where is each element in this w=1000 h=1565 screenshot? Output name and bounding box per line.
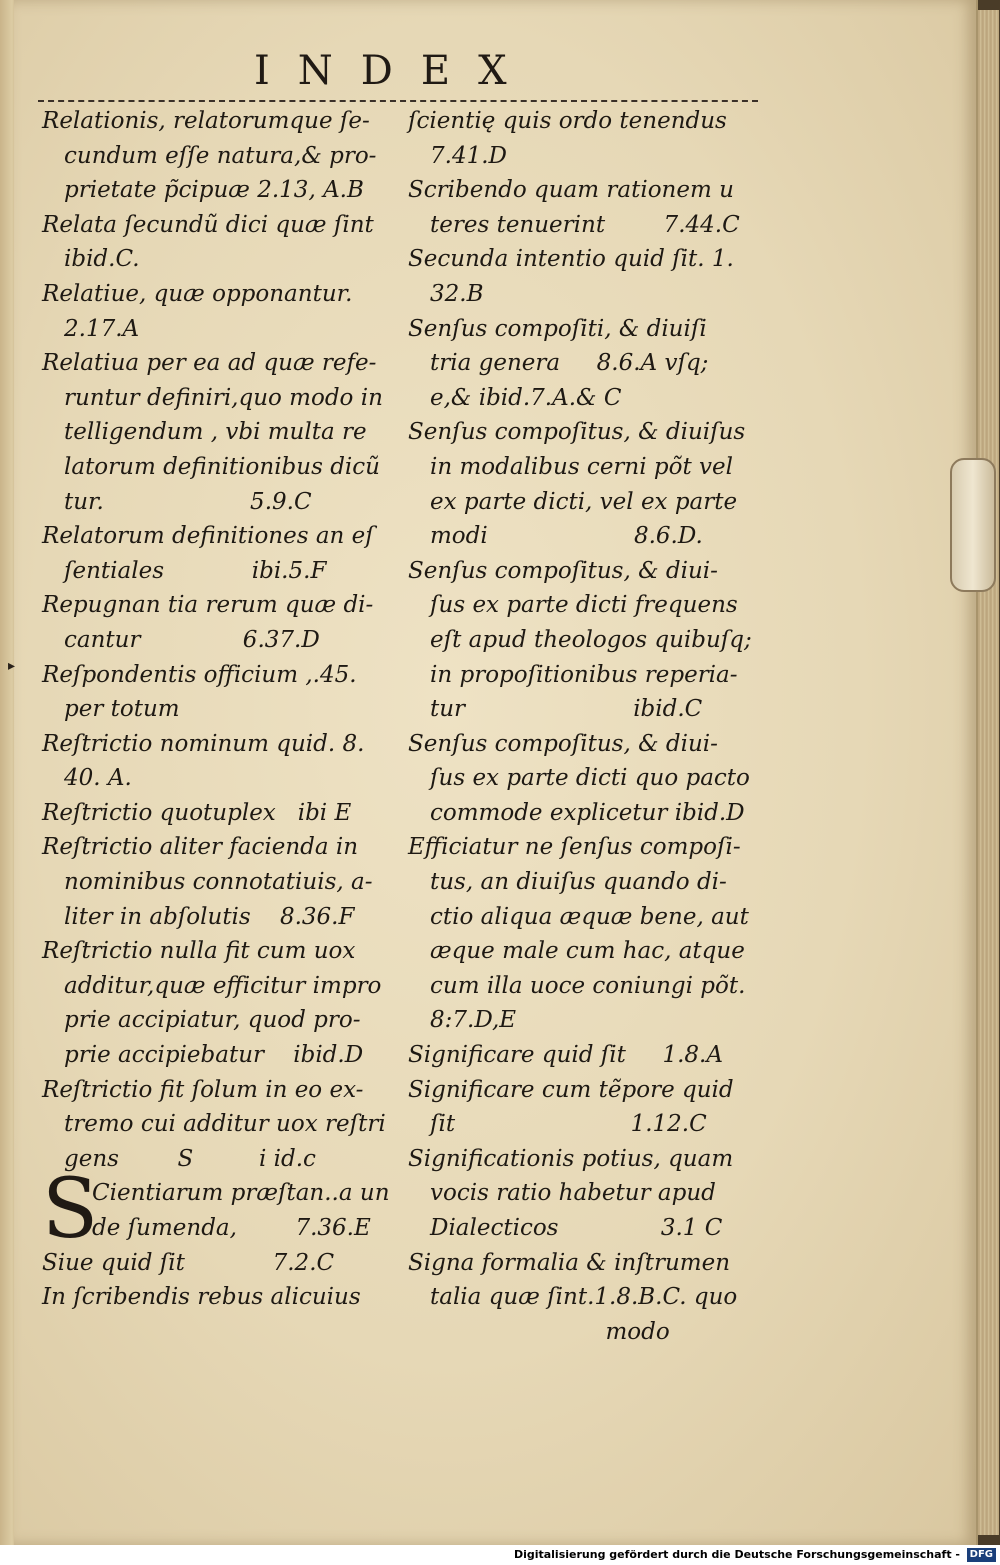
index-entry-line: 32.B <box>430 280 484 307</box>
index-entry-line: liter in abſolutis 8.36.F <box>64 903 355 930</box>
index-entry-line: Secunda intentio quid ſit. 1. <box>408 246 734 273</box>
index-entry-line: modo <box>430 1318 670 1345</box>
index-entry-line: Significationis potius, quam <box>408 1145 734 1172</box>
drop-cap-letter: S <box>42 1162 99 1258</box>
header-rule <box>38 100 758 102</box>
index-entry-line: ex parte dicti, vel ex parte <box>430 488 738 515</box>
index-entry-line: teres tenuerint 7.44.C <box>430 211 740 238</box>
index-entry-line: tur. 5.9.C <box>64 488 312 515</box>
index-entry-line: Senſus compoſitus, & diuiſus <box>408 419 746 446</box>
index-entry-line: Senſus compoſitus, & diui- <box>408 730 718 757</box>
index-entry-line: e,& ibid.7.A.& C <box>430 384 622 411</box>
index-entry-line: Significare quid ſit 1.8.A <box>408 1042 723 1069</box>
index-entry-line: Relationis, relatorumque ſe- <box>42 108 370 134</box>
index-entry-line: prietate p̃cipuæ 2.13, A.B <box>64 177 364 204</box>
index-entry-line: tur ibid.C <box>430 696 703 723</box>
index-entry-line: nominibus connotatiuis, a- <box>64 869 373 896</box>
index-entry-line: Relatorum definitiones an eſ <box>42 523 374 550</box>
index-entry-line: Repugnan tia rerum quæ di- <box>42 592 374 619</box>
index-entry-line: Relatiue, quæ opponantur. <box>42 280 353 307</box>
index-column-right <box>408 104 770 1349</box>
index-entry-line: ſus ex parte dicti frequens <box>430 592 738 619</box>
index-entry-line: Cientiarum præſtan..a un <box>92 1180 390 1207</box>
index-column-left <box>42 104 398 1315</box>
index-entry-line: talia quæ ſint.1.8.B.C. quo <box>430 1284 738 1311</box>
index-entry-line: Reſpondentis officium ,.45. <box>42 661 357 688</box>
index-entry-line: latorum definitionibus dicũ <box>64 453 380 480</box>
index-entry-line: prie accipiebatur ibid.D <box>64 1042 364 1069</box>
index-entry-line: modi 8.6.D. <box>430 523 703 550</box>
index-entry-line: prie accipiatur, quod pro- <box>64 1007 361 1034</box>
page-clip <box>950 458 996 592</box>
drop-cap-block <box>42 1162 398 1314</box>
index-entry-line: ſcientię quis ordo tenendus <box>408 108 727 134</box>
margin-marker: ▸ <box>8 658 16 674</box>
index-entry-line: Reſtrictio nominum quid. 8. <box>42 730 365 757</box>
index-entry-line: ſit 1.12.C <box>430 1111 707 1138</box>
index-entry-line: commode explicetur ibid.D <box>430 799 745 826</box>
index-entry-line: In ſcribendis rebus alicuius <box>42 1284 361 1311</box>
index-entry-line: ſentiales ibi.5.F <box>64 557 327 584</box>
index-entry-line: ctio aliqua æquæ bene, aut <box>430 903 749 930</box>
index-entry-line: Reſtrictio fit ſolum in eo ex- <box>42 1076 364 1103</box>
index-entry-line: 8:7.D,E <box>430 1007 517 1034</box>
index-entry-line: gens S i id.c <box>64 1145 316 1172</box>
index-entry-line: Reſtrictio aliter facienda in <box>42 834 359 861</box>
index-entry-line: runtur definiri,quo modo in <box>64 384 383 411</box>
index-entry-line: Relata ſecundũ dici quæ ſint <box>42 211 374 238</box>
index-entry-line: cantur 6.37.D <box>64 626 320 653</box>
index-entry-line: eſt apud theologos quibuſq; <box>430 626 752 653</box>
index-entry-line: in propoſitionibus reperia- <box>430 661 738 688</box>
index-entry-line: Scribendo quam rationem u <box>408 177 734 204</box>
index-entry-line: Signa formalia & inſtrumen <box>408 1249 731 1276</box>
index-entry-line: 7.41.D <box>430 142 507 169</box>
footer-credit: Digitalisierung gefördert durch die Deutsche Forschungsgemeinschaft - <box>513 1548 960 1561</box>
dfg-logo: DFG <box>967 1548 996 1562</box>
index-entry-line: Siue quid ſit 7.2.C <box>42 1249 335 1276</box>
index-entry-line: Efficiatur ne ſenſus compoſi- <box>408 834 741 861</box>
index-entry-line: de ſumenda, 7.36.E <box>92 1215 371 1241</box>
index-entry-line: Senſus compoſitus, & diui- <box>408 557 718 584</box>
index-entry-line: cundum eſſe natura,& pro- <box>64 142 377 169</box>
index-entry-line: vocis ratio habetur apud <box>430 1180 716 1207</box>
index-entry-line: Senſus compoſiti, & diuiſi <box>408 315 707 342</box>
index-entry-line: in modalibus cerni põt vel <box>430 453 733 480</box>
index-entry-line: ibid.C. <box>64 246 140 273</box>
index-entry-line: Reſtrictio nulla fit cum uox <box>42 938 356 965</box>
index-entry-line: telligendum , vbi multa re <box>64 419 367 446</box>
index-entry-line: Significare cum tẽpore quid <box>408 1076 734 1103</box>
index-entry-line: cum illa uoce coniungi põt. <box>430 972 746 999</box>
digitization-footer <box>0 1545 1000 1565</box>
page-header: INDEX <box>254 48 535 94</box>
index-entry-line: per totum <box>64 696 180 723</box>
index-entry-line: tria genera 8.6.A vſq; <box>430 350 709 377</box>
index-entry-line: æque male cum hac, atque <box>430 938 745 965</box>
index-entry-line: tremo cui additur uox reſtri <box>64 1111 386 1138</box>
index-entry-line: Relatiua per ea ad quæ refe- <box>42 350 377 377</box>
index-entry-line: 40. A. <box>64 765 132 792</box>
index-entry-line: Dialecticos 3.1 C <box>430 1215 723 1241</box>
index-entry-line: Reſtrictio quotuplex ibi E <box>42 799 352 826</box>
index-entry-line: ſus ex parte dicti quo pacto <box>430 765 750 792</box>
index-entry-line: additur,quæ efficitur impro <box>64 972 382 999</box>
index-entry-line: tus, an diuiſus quando di- <box>430 869 727 896</box>
index-entry-line: 2.17.A <box>64 315 140 342</box>
